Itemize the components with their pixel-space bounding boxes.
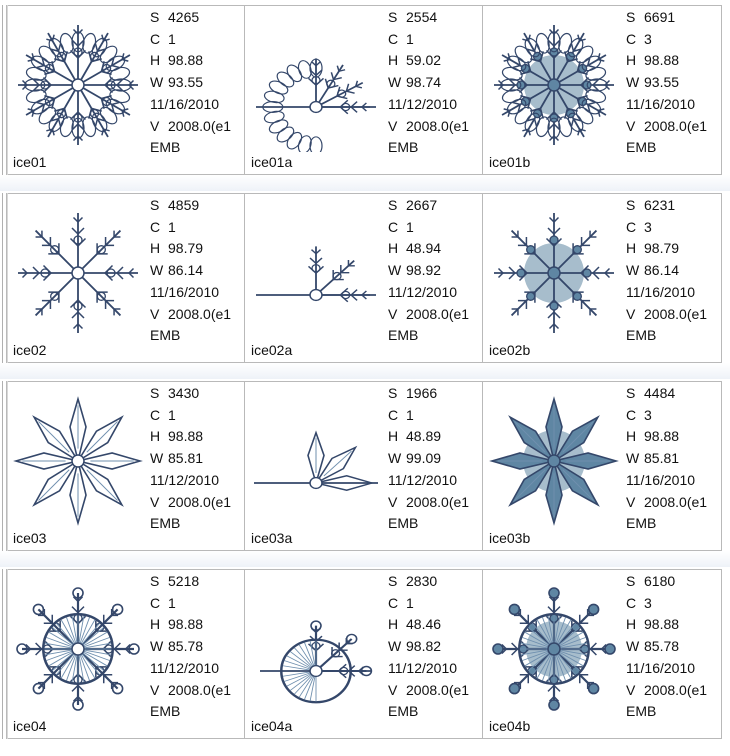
design-tile[interactable] [7,382,245,550]
stat-w-value: 85.81 [644,450,680,467]
stat-w-line [150,72,245,94]
ice01b-snowflake-icon [487,18,621,152]
stat-s-value: 1966 [406,385,438,401]
date-value: 11/16/2010 [150,95,220,112]
stat-h-value: 48.46 [406,616,442,633]
version-value: 2008.0(e1 [406,681,470,698]
stat-s-line [388,7,483,29]
stat-label: H [626,428,637,445]
design-stats [388,7,483,159]
design-name: ice03b [489,530,531,546]
row-separator [0,175,730,191]
stat-c-value: 1 [406,30,414,47]
stat-w-value: 86.14 [168,262,204,279]
date-value: 11/16/2010 [626,283,696,300]
ice04b-snowflake-icon [487,582,621,716]
ice02-snowflake-icon [11,206,145,340]
stat-label: V [150,305,160,322]
stat-h-value: 48.89 [406,428,442,445]
stat-h-line [388,614,483,636]
stat-h-line [626,50,721,72]
date-value: 11/16/2010 [626,95,696,112]
version-value: 2008.0(e1 [406,305,470,322]
stat-h-value: 98.88 [168,428,204,445]
stat-v-line [388,492,483,514]
ice03-snowflake-icon [11,394,145,528]
stat-c-line [150,405,245,427]
design-name: ice01b [489,154,531,170]
stat-h-line [388,50,483,72]
stat-w-value: 85.81 [168,450,204,467]
stat-label: H [150,52,161,69]
stat-h-line [150,614,245,636]
stat-c-line [388,593,483,615]
stat-label: W [150,450,164,467]
design-tile[interactable] [245,194,483,362]
ice04-snowflake-icon [11,582,145,716]
date-value: 11/16/2010 [150,283,220,300]
stat-v-line [388,304,483,326]
design-tile[interactable] [483,194,721,362]
stat-s-value: 2667 [406,197,438,213]
stat-s-line [626,571,721,593]
format-value: EMB [388,703,419,720]
format-value: EMB [388,327,419,344]
stat-w-line [388,260,483,282]
design-stats [150,571,245,723]
date-value: 11/12/2010 [388,283,458,300]
stat-s-value: 3430 [168,385,200,401]
stat-label: W [388,262,402,279]
version-value: 2008.0(e1 [168,117,232,134]
design-tile[interactable] [7,570,245,738]
stat-label: S [388,197,398,213]
stat-s-line [150,195,245,217]
stat-w-line [388,636,483,658]
design-row-4 [6,569,722,739]
design-row-2 [6,193,722,363]
stat-s-value: 6691 [644,9,676,25]
stat-v-line [150,304,245,326]
stat-w-value: 98.82 [406,638,442,655]
stat-w-value: 93.55 [644,74,680,91]
stat-s-value: 5218 [168,573,200,589]
version-value: 2008.0(e1 [644,305,708,322]
format-value: EMB [626,139,657,156]
stat-label: S [388,573,398,589]
stat-h-line [150,238,245,260]
stat-c-line [150,217,245,239]
design-stats [388,383,483,535]
stat-label: C [388,218,399,235]
stat-label: S [150,573,160,589]
design-stats [150,195,245,347]
stat-v-line [150,492,245,514]
stat-w-value: 86.14 [644,262,680,279]
stat-label: C [388,594,399,611]
stat-label: V [388,117,398,134]
stat-s-value: 4265 [168,9,200,25]
format-value: EMB [626,703,657,720]
stat-h-value: 98.88 [644,428,680,445]
stat-c-line [388,217,483,239]
version-value: 2008.0(e1 [406,493,470,510]
ice04a-half-snowflake-icon [249,582,383,716]
design-name: ice02 [13,342,47,358]
design-stats [626,571,721,723]
stat-label: V [388,305,398,322]
design-tile[interactable] [7,6,245,174]
stat-s-line [150,383,245,405]
stat-c-value: 1 [168,406,176,423]
ice01a-half-snowflake-icon [249,18,383,152]
stat-s-line [150,7,245,29]
stat-label: H [626,240,637,257]
design-name: ice04b [489,718,531,734]
stat-c-value: 1 [406,218,414,235]
stat-label: W [626,450,640,467]
stat-label: C [150,594,161,611]
stat-v-line [388,116,483,138]
stat-c-value: 1 [168,30,176,47]
stat-s-line [626,195,721,217]
stat-label: H [626,52,637,69]
stat-label: W [626,74,640,91]
design-tile[interactable] [7,194,245,362]
stat-w-line [626,636,721,658]
stat-h-line [626,614,721,636]
stat-label: C [150,30,161,47]
stat-label: C [626,406,637,423]
stat-label: H [150,240,161,257]
design-stats [626,7,721,159]
design-name: ice02a [251,342,293,358]
ice03b-snowflake-icon [487,394,621,528]
stat-label: H [388,240,399,257]
version-value: 2008.0(e1 [406,117,470,134]
stat-s-value: 4484 [644,385,676,401]
stat-label: S [150,9,160,25]
stat-label: H [150,428,161,445]
stat-s-value: 2554 [406,9,438,25]
design-tile[interactable] [245,382,483,550]
stat-h-value: 98.88 [168,616,204,633]
ice03a-half-snowflake-icon [249,394,383,528]
version-value: 2008.0(e1 [644,493,708,510]
design-name: ice02b [489,342,531,358]
stat-label: S [626,573,636,589]
stat-label: W [388,450,402,467]
stat-h-value: 48.94 [406,240,442,257]
design-tile[interactable] [245,6,483,174]
design-name: ice03 [13,530,47,546]
design-name: ice01 [13,154,47,170]
stat-label: C [150,218,161,235]
format-value: EMB [150,139,181,156]
date-value: 11/12/2010 [150,659,220,676]
stat-label: S [626,9,636,25]
stat-h-value: 98.88 [168,52,204,69]
stat-v-line [150,680,245,702]
date-value: 11/16/2010 [626,659,696,676]
ice02b-snowflake-icon [487,206,621,340]
stat-h-line [626,426,721,448]
stat-w-value: 85.78 [644,638,680,655]
design-tile[interactable] [483,6,721,174]
stat-c-line [626,29,721,51]
stat-label: V [388,493,398,510]
stat-label: V [626,117,636,134]
design-tile[interactable] [245,570,483,738]
design-stats [388,195,483,347]
stat-v-line [626,680,721,702]
stat-w-line [150,260,245,282]
design-row-3 [6,381,722,551]
stat-label: V [626,493,636,510]
stat-w-value: 93.55 [168,74,204,91]
stat-h-value: 98.88 [644,616,680,633]
stat-w-line [626,260,721,282]
stat-h-line [388,426,483,448]
stat-c-value: 1 [168,594,176,611]
date-value: 11/12/2010 [388,471,458,488]
stat-label: W [388,638,402,655]
date-value: 11/12/2010 [388,659,458,676]
stat-s-value: 2830 [406,573,438,589]
stat-label: W [626,262,640,279]
stat-c-value: 3 [644,594,652,611]
ice02a-half-snowflake-icon [249,206,383,340]
design-name: ice01a [251,154,293,170]
format-value: EMB [626,327,657,344]
stat-s-line [626,7,721,29]
stat-w-value: 98.74 [406,74,442,91]
stat-label: V [150,493,160,510]
design-stats [150,383,245,535]
stat-c-line [626,593,721,615]
stat-v-line [626,304,721,326]
ice01-snowflake-icon [11,18,145,152]
version-value: 2008.0(e1 [168,493,232,510]
stat-label: S [388,9,398,25]
design-name: ice04 [13,718,47,734]
stat-h-value: 59.02 [406,52,442,69]
date-value: 11/16/2010 [626,471,696,488]
stat-label: S [150,385,160,401]
stat-c-line [388,405,483,427]
stat-w-line [150,636,245,658]
stat-s-line [150,571,245,593]
stat-h-line [626,238,721,260]
stat-label: C [626,594,637,611]
format-value: EMB [388,515,419,532]
stat-label: V [150,681,160,698]
stat-label: V [150,117,160,134]
stat-label: C [626,30,637,47]
stat-v-line [626,492,721,514]
stat-w-line [388,448,483,470]
design-stats [150,7,245,159]
stat-v-line [626,116,721,138]
stat-w-value: 99.09 [406,450,442,467]
stat-label: S [150,197,160,213]
stat-c-line [626,217,721,239]
stat-h-value: 98.88 [644,52,680,69]
format-value: EMB [626,515,657,532]
stat-label: W [388,74,402,91]
stat-w-value: 98.92 [406,262,442,279]
stat-s-line [626,383,721,405]
stat-c-line [150,593,245,615]
stat-s-value: 6231 [644,197,676,213]
row-separator [0,551,730,567]
stat-label: S [626,385,636,401]
stat-label: H [388,52,399,69]
stat-label: H [150,616,161,633]
stat-h-line [150,50,245,72]
stat-c-value: 3 [644,218,652,235]
date-value: 11/12/2010 [388,95,458,112]
design-tile[interactable] [483,382,721,550]
stat-label: V [626,681,636,698]
row-separator [0,363,730,379]
stat-label: H [388,428,399,445]
design-name: ice03a [251,530,293,546]
stat-s-line [388,383,483,405]
stat-c-value: 3 [644,406,652,423]
format-value: EMB [150,703,181,720]
design-stats [626,383,721,535]
stat-label: W [150,74,164,91]
stat-label: C [626,218,637,235]
stat-label: V [388,681,398,698]
stat-s-value: 4859 [168,197,200,213]
version-value: 2008.0(e1 [644,117,708,134]
stat-c-value: 1 [406,406,414,423]
stat-c-value: 3 [644,30,652,47]
stat-h-value: 98.79 [168,240,204,257]
stat-c-line [626,405,721,427]
stat-label: C [150,406,161,423]
stat-c-value: 1 [168,218,176,235]
stat-label: C [388,30,399,47]
date-value: 11/12/2010 [150,471,220,488]
stat-h-value: 98.79 [644,240,680,257]
stat-label: W [150,262,164,279]
stat-label: C [388,406,399,423]
stat-c-line [150,29,245,51]
stat-label: W [626,638,640,655]
stat-s-value: 6180 [644,573,676,589]
stat-label: H [626,616,637,633]
stat-label: V [626,305,636,322]
version-value: 2008.0(e1 [168,681,232,698]
stat-w-line [150,448,245,470]
design-stats [388,571,483,723]
stat-label: W [150,638,164,655]
stat-w-line [626,72,721,94]
version-value: 2008.0(e1 [644,681,708,698]
stat-c-line [388,29,483,51]
design-row-1 [6,5,722,175]
stat-s-line [388,195,483,217]
stat-s-line [388,571,483,593]
format-value: EMB [150,327,181,344]
stat-w-line [388,72,483,94]
stat-v-line [150,116,245,138]
design-name: ice04a [251,718,293,734]
stat-w-line [626,448,721,470]
stat-label: H [388,616,399,633]
stat-label: S [626,197,636,213]
stat-label: S [388,385,398,401]
format-value: EMB [388,139,419,156]
stat-c-value: 1 [406,594,414,611]
version-value: 2008.0(e1 [168,305,232,322]
stat-w-value: 85.78 [168,638,204,655]
stat-v-line [388,680,483,702]
design-stats [626,195,721,347]
stat-h-line [388,238,483,260]
format-value: EMB [150,515,181,532]
stat-h-line [150,426,245,448]
design-tile[interactable] [483,570,721,738]
